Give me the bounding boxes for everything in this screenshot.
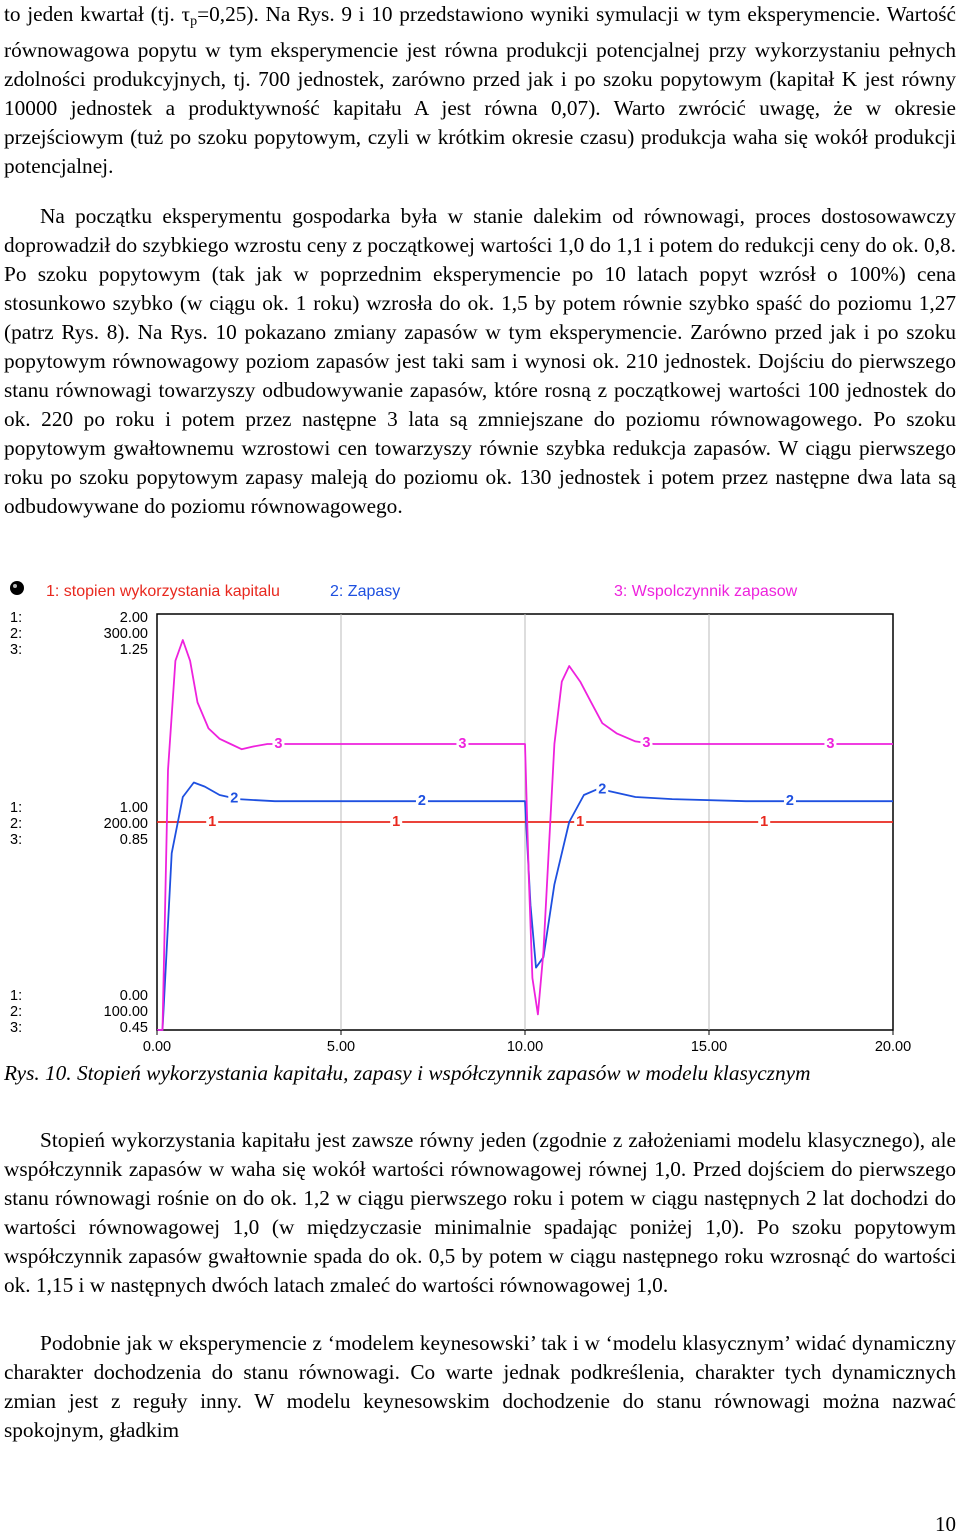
- legend-series-2: 2: Zapasy: [330, 583, 401, 600]
- scale-label-3-mid: 3:: [10, 832, 23, 848]
- scale-label-1-top: 1:: [10, 610, 23, 626]
- paragraph-3: Stopień wykorzystania kapitału jest zawsze równy jeden (zgodnie z założeniami modelu klasycznego), ale współczynnik zapasów w waha się wokół wartości równowagowej równej 1,0. Przed dojściem do pierwszego stanu równowagi rośnie on do ok. 1,2 w ciągu pierwszego roku i potem w ciągu następnych 2 lat dochodzi do wartości równowagowej 1,0 (w międzyczasie minimalnie spadając poniżej 1,0). Po szoku popytowym współczynnik zapasów gwałtownie spada do ok. 0,5 by potem w ciągu następnego roku wzrosnąć do wartości ok. 1,15 i w następnych dwóch latach zmaleć do wartości równowagowej 1,0.: [4, 1128, 956, 1297]
- figure-caption: Rys. 10. Stopień wykorzystania kapitału, zapasy i współczynnik zapasów w modelu klasycznym: [4, 1061, 811, 1085]
- y2-bottom-tick: 100.00: [103, 1004, 148, 1020]
- y2-mid-tick: 200.00: [103, 816, 148, 832]
- series-2-marker-1: 2: [417, 793, 426, 810]
- legend-series-3: 3: Wspolczynnik zapasow: [614, 583, 798, 600]
- paragraph-1-start: to jeden kwartał (tj. τ: [4, 2, 191, 26]
- legend-series-1: 1: stopien wykorzystania kapitalu: [46, 583, 280, 600]
- legend-bullet-highlight: [13, 584, 17, 588]
- scale-label-1-bottom: 1:: [10, 988, 23, 1004]
- paragraph-4: Podobnie jak w eksperymencie z ‘modelem keynesowski’ tak i w ‘modelu klasycznym’ widać dynamiczny charakter dochodzenia do stanu równowagi. Co warte jednak podkreślenia, charakter tych dynamicznych zmian jest z reguły inny. W modelu keynesowskim dochodzenie do stanu równowagi można nazwać spokojnym, gładkim: [4, 1331, 956, 1442]
- scale-label-2-bottom: 2:: [10, 1004, 23, 1020]
- page-number: 10: [935, 1512, 956, 1536]
- y3-bottom-tick: 0.45: [119, 1020, 148, 1036]
- scale-label-2-top: 2:: [10, 626, 23, 642]
- series-2-marker-2: 2: [598, 781, 607, 798]
- legend-bullet-icon: [10, 581, 24, 595]
- x-tick-label-4: 20.00: [874, 1039, 912, 1055]
- y3-top-tick: 1.25: [119, 642, 148, 658]
- x-tick-label-1: 5.00: [326, 1039, 356, 1055]
- series-3-marker-0: 3: [274, 736, 283, 752]
- paragraph-2: Na początku eksperymentu gospodarka była w stanie dalekim od równowagi, proces dostosowawczy doprowadził do szybkiego wzrostu ceny z początkowej wartości 1,0 do 1,1 i potem do redukcji ceny do ok. 0,8. Po szoku popytowym (tak jak w poprzednim eksperymencie po 10 latach popyt wzrósł o 100%) cena stosunkowo szybko (w ciągu ok. 1 roku) wzrosła do ok. 1,5 by potem równie szybko spaść do poziomu 1,27 (patrz Rys. 8). Na Rys. 10 pokazano zmiany zapasów w tym eksperymencie. Zarówno przed jak i po szoku popytowym równowagowy poziom zapasów jest taki sam i wynosi ok. 210 jednostek. Dojściu do pierwszego stanu równowagi towarzyszy odbudowywanie zapasów, które rosną z początkowej wartości 100 jednostek do ok. 220 po roku i potem przez następne 3 lata są zmniejszane do poziomu równowagowego. Po szoku popytowym gwałtownemu wzrostowi cen towarzyszy równie szybka redukcja zapasów. W ciągu pierwszego roku po szoku popytowym zapasy maleją do poziomu ok. 130 jednostek i potem przez następne dwa lata są odbudowywane do poziomu równowagowego.: [4, 204, 956, 518]
- series-3-marker-2: 3: [642, 734, 651, 751]
- scale-label-3-top: 3:: [10, 642, 23, 658]
- x-tick-label-3: 15.00: [690, 1039, 728, 1055]
- y1-bottom-tick: 0.00: [119, 988, 148, 1004]
- series-1-marker-2: 1: [576, 814, 585, 830]
- scale-label-2-mid: 2:: [10, 816, 23, 832]
- scale-label-1-mid: 1:: [10, 800, 23, 816]
- series-1-marker-3: 1: [760, 814, 769, 830]
- paragraph-1-rest: =0,25). Na Rys. 9 i 10 przedstawiono wyniki symulacji w tym eksperymencie. Wartość równowagowa popytu w tym eksperymencie jest równa produkcji potencjalnej przy wykorzystaniu pełnych zdolności produkcyjnych, tj. 700 jednostek, zarówno przed jak i po szoku popytowym (kapitał K jest równy 10000 jednostek a produktywność kapitału A jest równa 0,07). Warto zwrócić uwagę, że w okresie przejściowym (tuż po szoku popytowym, czyli w krótkim okresie czasu) produkcja waha się wokół produkcji potencjalnej.: [4, 2, 956, 178]
- x-tick-label-0: 0.00: [142, 1039, 172, 1055]
- y1-top-tick: 2.00: [119, 610, 148, 626]
- series-3-marker-3: 3: [826, 736, 835, 752]
- y2-top-tick: 300.00: [103, 626, 148, 642]
- x-tick-label-2: 10.00: [506, 1039, 544, 1055]
- series-1-marker-0: 1: [208, 814, 217, 830]
- series-2-marker-0: 2: [230, 790, 239, 807]
- paragraph-1: [4, 0, 956, 181]
- series-3-marker-1: 3: [458, 736, 467, 752]
- y1-mid-tick: 1.00: [119, 800, 148, 816]
- tau-subscript: p: [190, 14, 198, 29]
- scale-label-3-bottom: 3:: [10, 1020, 23, 1036]
- series-2-marker-3: 2: [785, 793, 794, 810]
- series-1-marker-1: 1: [392, 814, 401, 830]
- figure-simulation-chart: [0, 570, 960, 1055]
- x-axis-ticks: [143, 1030, 911, 1055]
- y3-mid-tick: 0.85: [119, 832, 148, 848]
